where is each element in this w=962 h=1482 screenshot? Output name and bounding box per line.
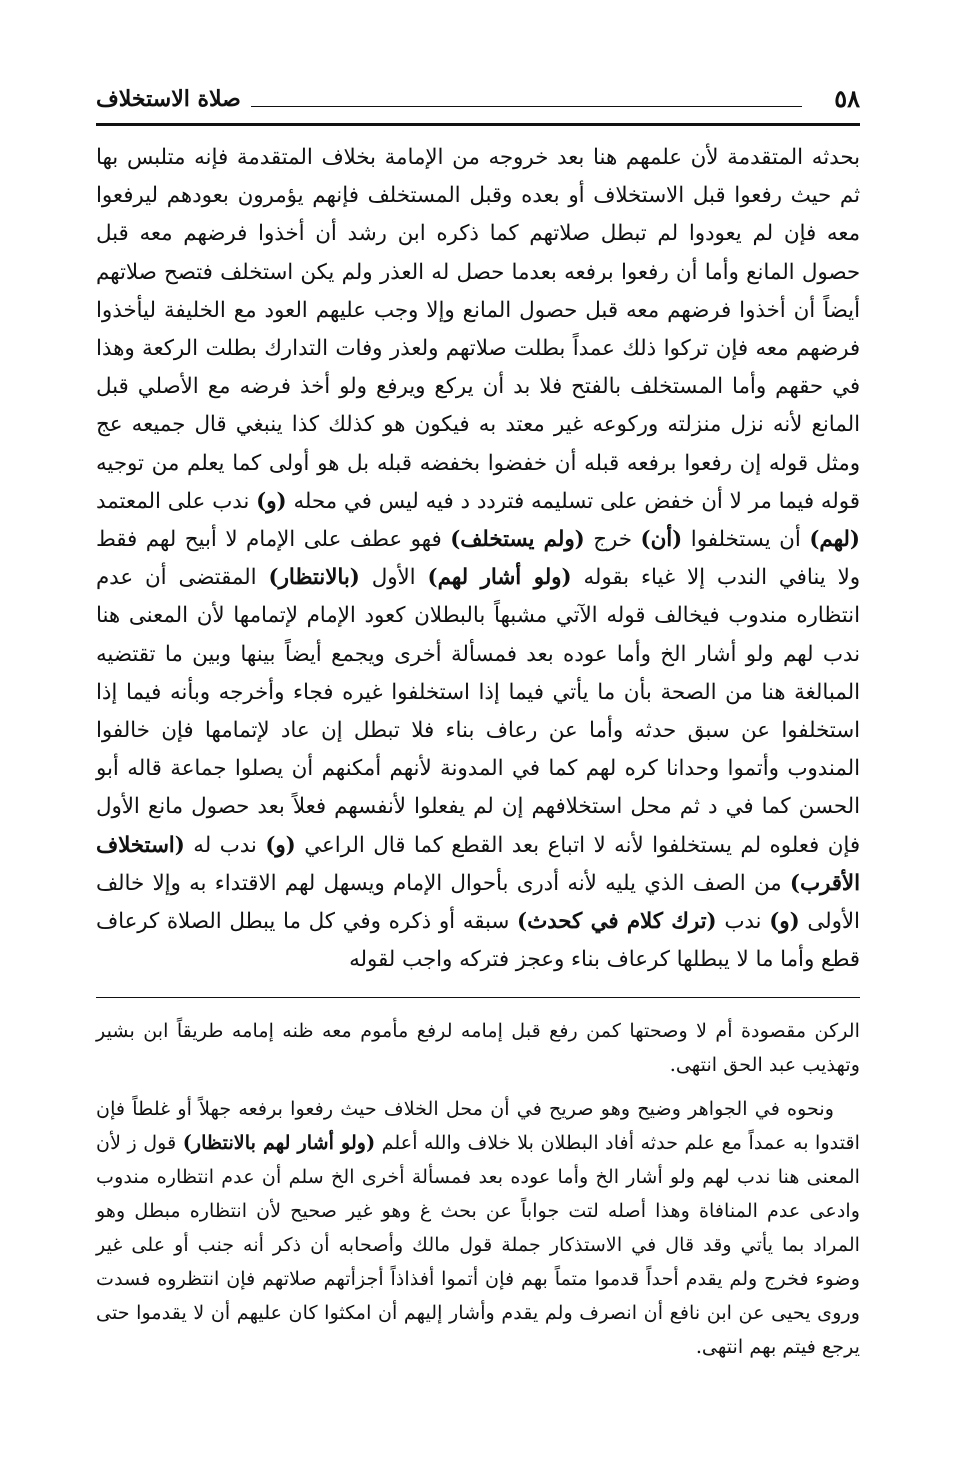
main-text-segment: ندب [724,909,762,935]
footnote-paragraph [96,1092,860,1364]
page-header [96,82,860,118]
main-text-segment: أن يستخلفوا [690,527,801,553]
bold-term: (لهم) [809,527,860,553]
main-text-segment: سبقه أو ذكره وفي كل ما يبطل الصلاة كرعاف قطع وأما ما لا يبطلها كرعاف بناء وعجز فتركه واجب لقوله [96,909,860,973]
header-leader-line [251,106,802,107]
bold-term: (استخلاف الأقرب) [96,832,860,896]
main-text-segment: خرج [593,527,632,553]
footnote-text: قول ز لأن المعنى هنا ندب لهم ولو أشار الخ وأما عوده بعد فمسألة أخرى الخ سلم أن عدم انتظاره مندوب وادعى عدم المنافاة وهذا أصله لتت جواباً عن بحث غ وهو غير صحيح لأن انتظاره مبطل وهو المراد بما يأتي وقد قال في الاستذكار جملة قول مالك وأصحابه أن ذكر أنه جنب أو على غير وضوء فخرج ولم يقدم أحداً قدموا متماً بهم فإن أتموا أفذاذاً أجزأتهم صلاتهم فإن انتظروه فسدت وروى يحيى عن ابن نافع أن انصرف ولم يقدم وأشار إليهم أن امكثوا كان عليهم أن لا يقدموا حتى يرجع فيتم بهم انتهى. [96,1131,860,1358]
main-text-segment: بحدثه المتقدمة لأن علمهم هنا بعد خروجه من الإمامة بخلاف المتقدمة فإنه متلبس بها ثم حيث رفعوا قبل الاستخلاف أو بعده وقبل المستخلف فإنهم يؤمرون بعودهم ليرفعوا معه فإن لم يعودوا لم تبطل صلاتهم كما ذكره ابن رشد أن أخذوا فرضهم معه قبل حصول المانع وأما أن رفعوا برفعه بعدما حصل له العذر ولم يكن استخلف فتصح صلاتهم أيضاً أن أخذوا فرضهم معه قبل حصول المانع وإلا وجب عليهم العود مع الخليفة ليأخذوا فرضهم معه فإن تركوا ذلك عمداً بطلت صلاتهم ولعذر وفات التدارك بطلت الركعة وهذا في حقهم وأما المستخلف بالفتح فلا بد أن يركع ويرفع ولو أخذ فرضه مع الأصلي قبل المانع لأنه نزل منزلته وركوعه غير معتد به فيكون هو كذلك كذا ينبغي قال جميعه عج ومثل قوله إن رفعوا برفعه قبله أن خفضوا بخفضه قبله بل هو أولى كما يعلم من توجيه قوله فيما مر لا أن خفض على تسليمه فتردد د فيه ليس في محله [96,145,860,514]
footnote-paragraph [96,1014,860,1082]
page-number: ٥٨ [834,84,860,113]
bold-term: (ترك كلام في كحدث) [517,909,717,935]
footnote-text: الركن مقصودة أم لا وصحتها كمن رفع قبل إمامه لرفع مأموم معه ظنه إمامه طريقاً ابن بشير وتهذيب عبد الحق انتهى. [96,1019,860,1076]
footnote-text: ونحوه في الجواهر وضيح وهو صريح في أن محل الخلاف حيث رفعوا برفعه جهلاً أو غلطاً فإن اقتدوا به عمداً مع علم حدثه أفاد البطلان بلا خلاف والله أعلم [96,1097,860,1154]
bold-term: (و) [769,909,800,935]
header-rule [96,123,860,126]
footnote-separator [96,997,860,998]
bold-term: (ولم يستخلف) [450,527,585,553]
bold-term: (و) [265,832,296,858]
main-text-segment: من الصف الذي يليه لأنه أدرى بأحوال الإمام ويسهل لهم الاقتداء به وإلا خالف الأولى [96,870,860,935]
main-text-segment: الأول [371,565,416,591]
main-text-segment: ندب على المعتمد [96,488,250,514]
bold-term: (بالانتظار) [268,565,360,591]
footnote-bold-term: (ولو أشار لهم بالانتظار) [182,1131,376,1154]
main-text-segment: المقتضى أن عدم انتظاره مندوب فيخالف قوله الآتي مشبهاً بالبطلان كعود الإمام لإتمامها لأن المعنى هنا ندب لهم ولو أشار الخ وأما عوده بعد فمسألة أخرى ويجمع أيضاً بينها وبين ما تقتضيه المبالغة هنا من الصحة بأن ما يأتي فيما إذا استخلفوا غيره فجاء وأخرجه وبأنه فيما إذا استخلفوا عن سبق حدثه وأما عن رعاف بناء فلا تبطل إن عاد لإتمامها فإن خالفوا المندوب وأتموا وحدانا كره لهم كما في المدونة لأنهم أمكنهم أن يصلوا جماعة قاله أبو الحسن كما في د ثم محل استخلافهم إن لم يفعلوا لأنفسهم فعلاً بعد حصول مانع الأول فإن فعلوه لم يستخلفوا لأنه لا اتباع بعد القطع كما قال الراعي [96,565,860,858]
bold-term: (أن) [640,527,683,553]
bold-term: (ولو أشار لهم) [427,565,572,591]
main-text-segment: ندب له [193,832,257,858]
bold-term: (و) [256,488,287,514]
footnotes [96,1014,860,1364]
main-text-segment: فهو عطف على الإمام لا أبيح لهم فقط ولا ينافي الندب إلا غياء بقوله [96,527,861,591]
main-text [96,139,860,979]
running-title: صلاة الاستخلاف [96,86,241,112]
